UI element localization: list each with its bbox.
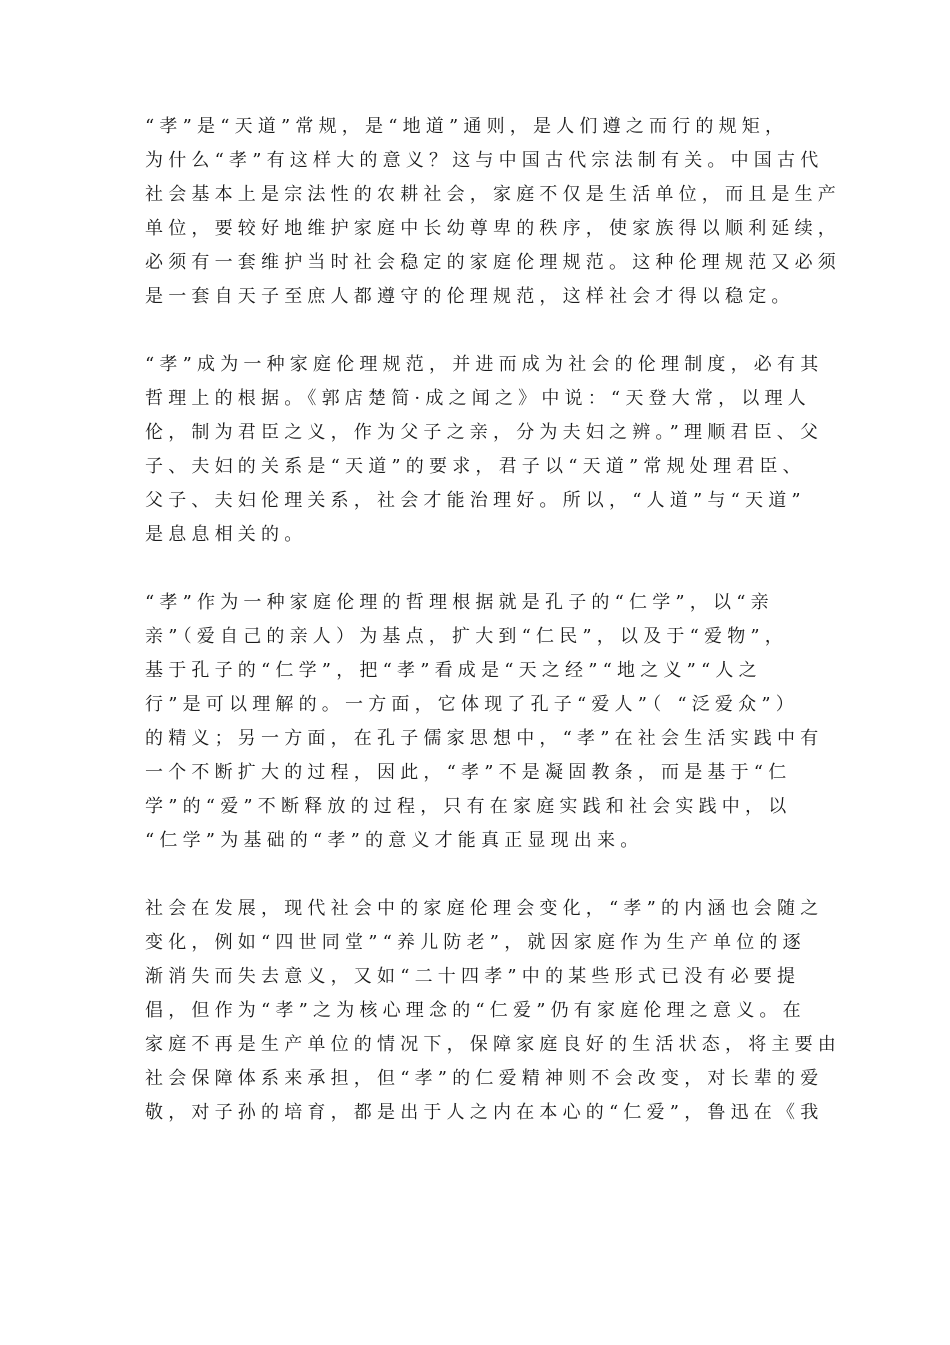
text-line: 一个不断扩大的过程，因此，“孝”不是凝固教条，而是基于“仁 bbox=[145, 762, 792, 783]
text-line: 子、夫妇的关系是“天道”的要求，君子以“天道”常规处理君臣、 bbox=[145, 456, 806, 477]
text-line: 为什么“孝”有这样大的意义？这与中国古代宗法制有关。中国古代 bbox=[145, 150, 824, 171]
text-line: 学”的“爱”不断释放的过程，只有在家庭实践和社会实践中，以 bbox=[145, 796, 792, 817]
paragraph-3 bbox=[145, 586, 824, 858]
text-line: 是息息相关的。 bbox=[145, 524, 308, 545]
text-line: 行”是可以理解的。一方面，它体现了孔子“爱人”（ “泛爱众”） bbox=[145, 694, 799, 715]
text-line: 社会保障体系来承担，但“孝”的仁爱精神则不会改变，对长辈的爱 bbox=[145, 1068, 824, 1089]
paragraph-1 bbox=[145, 110, 841, 314]
text-line: 伦，制为君臣之义，作为父子之亲，分为夫妇之辨。”理顺君臣、父 bbox=[145, 422, 824, 443]
text-line: 倡，但作为“孝”之为核心理念的“仁爱”仍有家庭伦理之意义。在 bbox=[145, 1000, 806, 1021]
text-line: 敬，对子孙的培育，都是出于人之内在本心的“仁爱”，鲁迅在《我 bbox=[145, 1102, 824, 1123]
text-line: 渐消失而失去意义，又如“二十四孝”中的某些形式已没有必要提 bbox=[145, 966, 801, 987]
text-line: “仁学”为基础的“孝”的意义才能真正显现出来。 bbox=[145, 830, 644, 851]
text-line: 社会基本上是宗法性的农耕社会，家庭不仅是生活单位，而且是生产 bbox=[145, 184, 841, 205]
text-line: 变化，例如“四世同堂”“养儿防老”，就因家庭作为生产单位的逐 bbox=[145, 932, 806, 953]
text-line: 必须有一套维护当时社会稳定的家庭伦理规范。这种伦理规范又必须 bbox=[145, 252, 841, 273]
paragraph-2 bbox=[145, 348, 824, 552]
text-line: “孝”作为一种家庭伦理的哲理根据就是孔子的“仁学”，以“亲 bbox=[145, 592, 774, 613]
text-line: 单位，要较好地维护家庭中长幼尊卑的秩序，使家族得以顺利延续， bbox=[145, 218, 841, 239]
text-line: 是一套自天子至庶人都遵守的伦理规范，这样社会才得以稳定。 bbox=[145, 286, 795, 307]
text-line: 基于孔子的“仁学”，把“孝”看成是“天之经”“地之义”“人之 bbox=[145, 660, 762, 681]
text-line: 亲”（爱自己的亲人）为基点，扩大到“仁民”，以及于“爱物”， bbox=[145, 626, 789, 647]
text-line: “孝”成为一种家庭伦理规范，并进而成为社会的伦理制度，必有其 bbox=[145, 354, 824, 375]
text-line: 的精义；另一方面，在孔子儒家思想中，“孝”在社会生活实践中有 bbox=[145, 728, 824, 749]
paragraph-4 bbox=[145, 892, 841, 1130]
text-line: 家庭不再是生产单位的情况下，保障家庭良好的生活状态，将主要由 bbox=[145, 1034, 841, 1055]
text-line: 哲理上的根据。《郭店楚简·成之闻之》中说：“天登大常，以理人 bbox=[145, 388, 811, 409]
text-line: “孝”是“天道”常规，是“地道”通则，是人们遵之而行的规矩， bbox=[145, 116, 789, 137]
text-column bbox=[145, 110, 841, 1130]
text-line: 社会在发展，现代社会中的家庭伦理会变化，“孝”的内涵也会随之 bbox=[145, 898, 824, 919]
text-line: 父子、夫妇伦理关系，社会才能治理好。所以，“人道”与“天道” bbox=[145, 490, 806, 511]
